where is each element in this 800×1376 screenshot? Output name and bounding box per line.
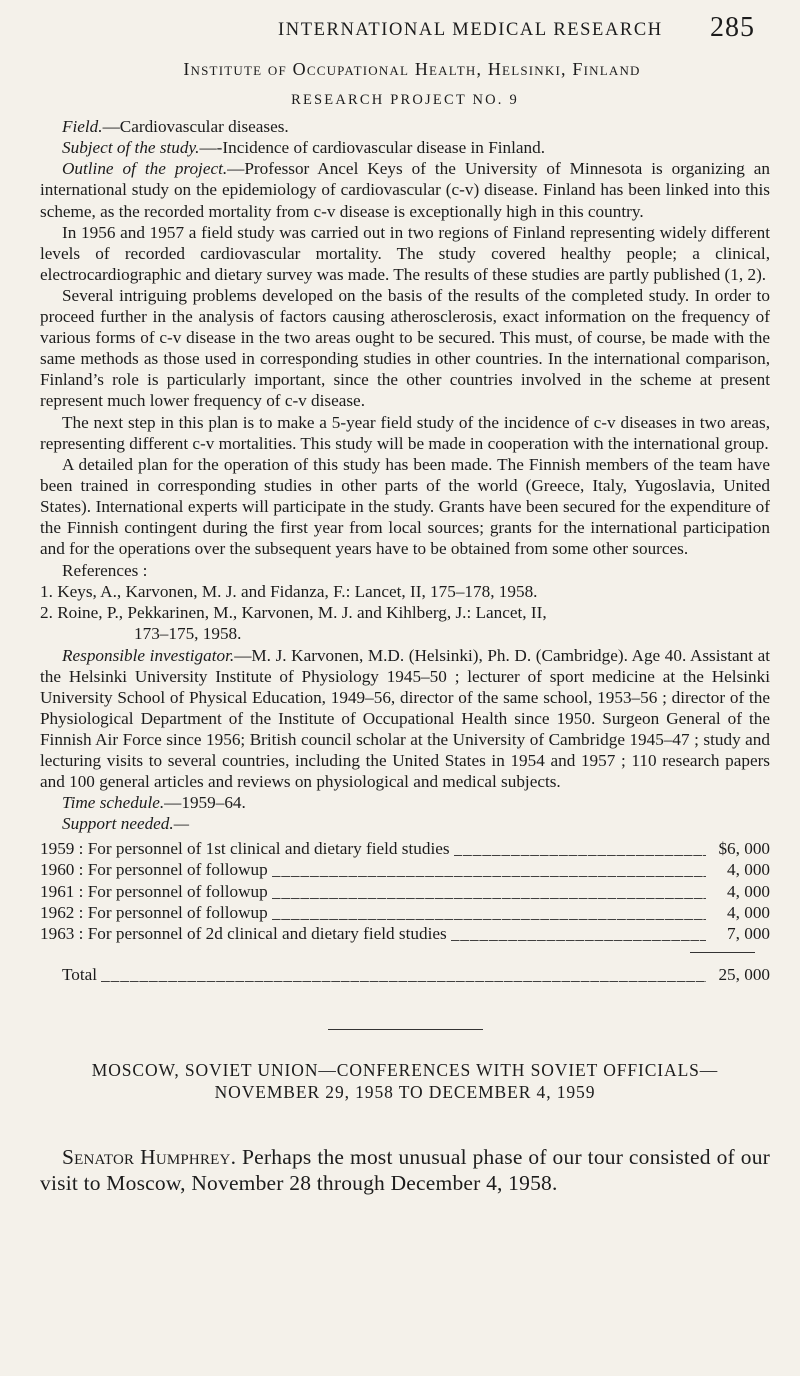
support-row-amount: 7, 000 bbox=[727, 923, 770, 943]
document-body bbox=[40, 59, 770, 1196]
investigator-text: —M. J. Karvonen, M.D. (Helsinki), Ph. D. (Cambridge). Age 40. Assistant at the Helsinki University Institute of Physiology 1945–50 ; lecturer of sport medicine at the Helsinki University School of Physical Education, 1949–56, director of the same school, 1953–56 ; director of the Physiological Department of the Institute of Occupational Health since 1950. Surgeon General of the Finnish Air Force since 1956; British council scholar at the University of Cambridge 1945–47 ; study and lecturing visits to several countries, including the United States in 1954 and 1957 ; 110 research papers and 100 general articles and reviews on physiological and medical subjects. bbox=[40, 645, 770, 792]
support-row-amount: $6, 000 bbox=[718, 839, 770, 859]
support-heading bbox=[40, 813, 770, 834]
leader-dots bbox=[101, 964, 706, 985]
support-row bbox=[40, 902, 770, 923]
reference-item bbox=[40, 602, 770, 644]
total-rule bbox=[690, 952, 755, 953]
leader-dots bbox=[272, 859, 706, 880]
support-row-label: 1960 : For personnel of followup bbox=[40, 860, 268, 880]
subject-label: Subject of the study. bbox=[62, 138, 200, 158]
investigator-label: Responsible investigator. bbox=[62, 645, 235, 665]
reference-text: Roine, P., Pekkarinen, M., Karvonen, M. J. and Kihlberg, J.: Lancet, II, bbox=[57, 603, 547, 623]
support-total-label: Total bbox=[62, 964, 98, 984]
support-total-row bbox=[40, 964, 770, 985]
reference-text: Keys, A., Karvonen, M. J. and Fidanza, F.: Lancet, II, 175–178, 1958. bbox=[57, 582, 538, 602]
subject-paragraph bbox=[40, 137, 770, 158]
institute-heading bbox=[54, 59, 770, 80]
support-row-label: 1961 : For personnel of followup bbox=[40, 881, 268, 901]
support-row bbox=[40, 881, 770, 902]
references-section bbox=[40, 560, 770, 644]
body-paragraph: The next step in this plan is to make a 5-year field study of the incidence of c-v diseases in two areas, representing different c-v mortalities. This study will be made in cooperation with the international group. bbox=[40, 412, 770, 453]
field-label: Field. bbox=[62, 117, 103, 137]
institute-name: Institute of Occupational Health, Helsinki, Finland bbox=[183, 59, 641, 79]
section-divider bbox=[328, 1029, 483, 1030]
body-paragraph: Several intriguing problems developed on the basis of the results of the completed study. In order to proceed further in the analysis of factors causing atherosclerosis, exact information on the frequency of various forms of c-v disease in the two areas ought to be secured. This must, of course, be made with the same methods as those used in corresponding studies in other countries. In the international comparison, Finland’s role is particularly important, since the other countries involved in the scheme at present represent much lower frequency of c-v disease. bbox=[40, 285, 770, 411]
subject-text: —-Incidence of cardiovascular disease in Finland. bbox=[199, 138, 546, 158]
support-label: Support needed.— bbox=[62, 814, 189, 834]
support-row-amount: 4, 000 bbox=[727, 860, 770, 880]
speaker-name: Senator Humphrey. bbox=[62, 1144, 237, 1169]
leader-dots bbox=[272, 902, 706, 923]
reference-continuation: 173–175, 1958. bbox=[134, 624, 242, 644]
field-paragraph bbox=[40, 116, 770, 137]
leader-dots bbox=[451, 923, 706, 944]
closing-paragraph bbox=[40, 1144, 770, 1196]
support-row bbox=[40, 838, 770, 859]
outline-paragraph bbox=[40, 158, 770, 221]
leader-dots bbox=[272, 881, 706, 902]
outline-label: Outline of the project. bbox=[62, 159, 228, 179]
support-row bbox=[40, 923, 770, 944]
body-paragraph: In 1956 and 1957 a field study was carried out in two regions of Finland representing widely different levels of recorded cardiovascular mortality. The study covered healthy people; a clinical, electrocardiographic and dietary survey was made. The results of these studies are partly published (1, 2). bbox=[40, 222, 770, 284]
support-row-label: 1959 : For personnel of 1st clinical and dietary field studies bbox=[40, 839, 450, 859]
reference-number: 2. bbox=[40, 603, 53, 623]
support-row-label: 1962 : For personnel of followup bbox=[40, 902, 268, 922]
running-head-title: INTERNATIONAL MEDICAL RESEARCH bbox=[278, 20, 663, 40]
outline-text: —Professor Ancel Keys of the University of Minnesota is organizing an international study on the epidemiology of cardiovascular (c-v) disease. Finland has been linked into this scheme, as the recorded mortality from c-v disease is exceptionally high in this country. bbox=[40, 159, 770, 221]
support-row bbox=[40, 859, 770, 880]
time-schedule-text: —1959–64. bbox=[164, 793, 246, 813]
closing-text: Perhaps the most unusual phase of our tour consisted of our visit to Moscow, November 28 through December 4, 1958. bbox=[40, 1144, 771, 1195]
time-schedule-label: Time schedule. bbox=[62, 793, 165, 813]
moscow-heading-line: MOSCOW, SOVIET UNION—CONFERENCES WITH SOVIET OFFICIALS— bbox=[91, 1059, 719, 1080]
support-total-amount: 25, 000 bbox=[718, 964, 770, 984]
support-table bbox=[40, 838, 770, 985]
running-head bbox=[0, 8, 800, 52]
reference-number: 1. bbox=[40, 582, 53, 602]
support-row-amount: 4, 000 bbox=[727, 881, 770, 901]
leader-dots bbox=[454, 838, 706, 859]
reference-item bbox=[40, 581, 770, 602]
support-row-label: 1963 : For personnel of 2d clinical and dietary field studies bbox=[40, 923, 447, 943]
references-heading: References : bbox=[62, 561, 148, 581]
moscow-heading bbox=[40, 1059, 770, 1103]
page-number: 285 bbox=[710, 12, 755, 43]
support-row-amount: 4, 000 bbox=[727, 902, 770, 922]
time-schedule-paragraph bbox=[40, 792, 770, 813]
investigator-paragraph bbox=[40, 645, 770, 793]
project-number: RESEARCH PROJECT NO. 9 bbox=[291, 92, 519, 109]
body-paragraph: A detailed plan for the operation of this study has been made. The Finnish members of the team have been trained in corresponding studies in other parts of the world (Greece, Italy, Yugoslavia, United States). International experts will participate in the study. Grants have been secured for the expenditure of the Finnish contingent during the first year from local sources; grants for the international participation and for the operations over the subsequent years have to be obtained from some other sources. bbox=[40, 454, 770, 559]
moscow-heading-line: NOVEMBER 29, 1958 TO DECEMBER 4, 1959 bbox=[214, 1081, 596, 1102]
field-text: —Cardiovascular diseases. bbox=[102, 117, 289, 137]
